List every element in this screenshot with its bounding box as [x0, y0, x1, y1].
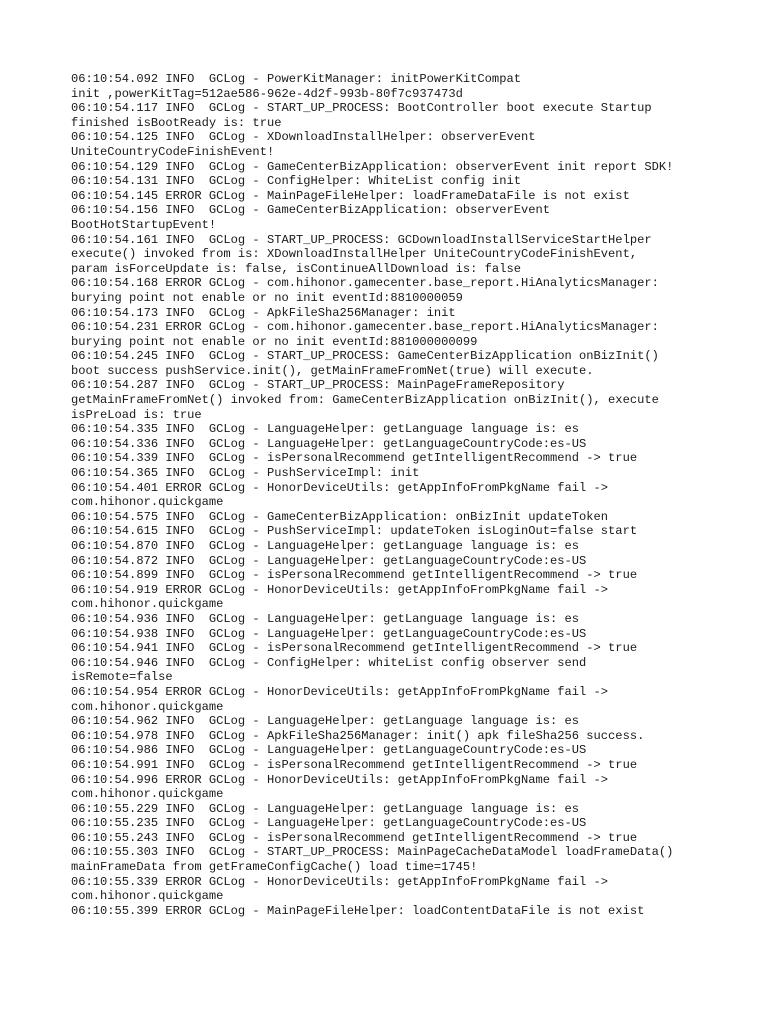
log-line: mainFrameData from getFrameConfigCache() load time=1745!: [71, 860, 478, 875]
log-line: 06:10:55.235 INFO GCLog - LanguageHelper: getLanguageCountryCode:es-US: [71, 816, 587, 831]
log-line: 06:10:55.303 INFO GCLog - START_UP_PROCESS: MainPageCacheDataModel loadFrameData(): [71, 845, 674, 860]
log-line: com.hihonor.quickgame: [71, 699, 224, 714]
log-line: boot success pushService.init(), getMainFrameFromNet(true) will execute.: [71, 363, 594, 378]
log-line: 06:10:54.996 ERROR GCLog - HonorDeviceUtils: getAppInfoFromPkgName fail ->: [71, 772, 609, 787]
log-line: 06:10:54.936 INFO GCLog - LanguageHelper: getLanguage language is: es: [71, 611, 580, 626]
log-line: 06:10:54.168 ERROR GCLog - com.hihonor.gamecenter.base_report.HiAnalyticsManager:: [71, 276, 659, 291]
log-line: execute() invoked from is: XDownloadInstallHelper UniteCountryCodeFinishEvent,: [71, 247, 638, 262]
log-line: 06:10:54.919 ERROR GCLog - HonorDeviceUtils: getAppInfoFromPkgName fail ->: [71, 582, 609, 597]
log-line: 06:10:55.229 INFO GCLog - LanguageHelper: getLanguage language is: es: [71, 801, 580, 816]
log-line: 06:10:54.986 INFO GCLog - LanguageHelper: getLanguageCountryCode:es-US: [71, 743, 587, 758]
log-line: 06:10:54.941 INFO GCLog - isPersonalRecommend getIntelligentRecommend -> true: [71, 641, 638, 656]
log-line: init ,powerKitTag=512ae586-962e-4d2f-993b-80f7c937473d: [71, 86, 463, 101]
log-line: 06:10:54.287 INFO GCLog - START_UP_PROCESS: MainPageFrameRepository: [71, 378, 565, 393]
log-line: 06:10:54.336 INFO GCLog - LanguageHelper: getLanguageCountryCode:es-US: [71, 436, 587, 451]
log-line: 06:10:55.399 ERROR GCLog - MainPageFileHelper: loadContentDataFile is not exist: [71, 903, 645, 918]
log-line: 06:10:54.899 INFO GCLog - isPersonalRecommend getIntelligentRecommend -> true: [71, 568, 638, 583]
log-line: 06:10:54.872 INFO GCLog - LanguageHelper: getLanguageCountryCode:es-US: [71, 553, 587, 568]
log-line: BootHotStartupEvent!: [71, 217, 217, 232]
log-line: 06:10:54.161 INFO GCLog - START_UP_PROCESS: GCDownloadInstallServiceStartHelper: [71, 232, 652, 247]
log-line: 06:10:54.978 INFO GCLog - ApkFileSha256Manager: init() apk fileSha256 success.: [71, 728, 645, 743]
log-line: 06:10:54.938 INFO GCLog - LanguageHelper: getLanguageCountryCode:es-US: [71, 626, 587, 641]
log-line: 06:10:54.156 INFO GCLog - GameCenterBizApplication: observerEvent: [71, 203, 550, 218]
log-line: com.hihonor.quickgame: [71, 495, 224, 510]
log-line: com.hihonor.quickgame: [71, 889, 224, 904]
log-line: 06:10:54.870 INFO GCLog - LanguageHelper: getLanguage language is: es: [71, 539, 580, 553]
log-line: 06:10:54.339 INFO GCLog - isPersonalRecommend getIntelligentRecommend -> true: [71, 451, 638, 466]
log-line: 06:10:54.954 ERROR GCLog - HonorDeviceUtils: getAppInfoFromPkgName fail ->: [71, 684, 609, 699]
log-line: 06:10:54.575 INFO GCLog - GameCenterBizApplication: onBizInit updateToken: [71, 509, 609, 524]
log-line: 06:10:54.245 INFO GCLog - START_UP_PROCESS: GameCenterBizApplication onBizInit(): [71, 349, 659, 364]
log-line: 06:10:54.991 INFO GCLog - isPersonalRecommend getIntelligentRecommend -> true: [71, 757, 638, 772]
log-line: 06:10:54.365 INFO GCLog - PushServiceImpl: init: [71, 466, 420, 481]
log-text-block: [71, 72, 761, 918]
log-line: com.hihonor.quickgame: [71, 597, 224, 612]
log-line: 06:10:54.117 INFO GCLog - START_UP_PROCESS: BootController boot execute Startup: [71, 101, 652, 116]
log-line: finished isBootReady is: true: [71, 115, 282, 130]
log-line: 06:10:54.946 INFO GCLog - ConfigHelper: whiteList config observer send: [71, 655, 587, 670]
log-line: isPreLoad is: true: [71, 407, 202, 422]
log-line: 06:10:54.401 ERROR GCLog - HonorDeviceUtils: getAppInfoFromPkgName fail ->: [71, 480, 609, 495]
log-line: 06:10:54.231 ERROR GCLog - com.hihonor.gamecenter.base_report.HiAnalyticsManager:: [71, 320, 659, 335]
log-line: com.hihonor.quickgame: [71, 787, 224, 802]
log-line: UniteCountryCodeFinishEvent!: [71, 144, 275, 159]
log-line: 06:10:55.243 INFO GCLog - isPersonalRecommend getIntelligentRecommend -> true: [71, 830, 638, 845]
log-line: 06:10:54.125 INFO GCLog - XDownloadInstallHelper: observerEvent: [71, 130, 536, 145]
log-line: getMainFrameFromNet() invoked from: GameCenterBizApplication onBizInit(), execute: [71, 393, 659, 408]
log-line: burying point not enable or no init eventId:8810000059: [71, 290, 463, 305]
log-line: 06:10:55.339 ERROR GCLog - HonorDeviceUtils: getAppInfoFromPkgName fail ->: [71, 874, 609, 889]
log-line: burying point not enable or no init eventId:881000000099: [71, 334, 478, 349]
log-line: isRemote=false: [71, 670, 173, 685]
log-line: 06:10:54.615 INFO GCLog - PushServiceImpl: updateToken isLoginOut=false start: [71, 524, 638, 539]
log-line: 06:10:54.092 INFO GCLog - PowerKitManager: initPowerKitCompat: [71, 72, 521, 86]
log-line: 06:10:54.173 INFO GCLog - ApkFileSha256Manager: init: [71, 305, 456, 320]
log-line: 06:10:54.962 INFO GCLog - LanguageHelper: getLanguage language is: es: [71, 714, 580, 729]
log-line: 06:10:54.335 INFO GCLog - LanguageHelper: getLanguage language is: es: [71, 422, 580, 437]
log-line: 06:10:54.129 INFO GCLog - GameCenterBizApplication: observerEvent init report SDK!: [71, 159, 674, 174]
log-line: 06:10:54.131 INFO GCLog - ConfigHelper: WhiteList config init: [71, 174, 521, 189]
log-line: param isForceUpdate is: false, isContinueAllDownload is: false: [71, 261, 521, 276]
log-line: 06:10:54.145 ERROR GCLog - MainPageFileHelper: loadFrameDataFile is not exist: [71, 188, 630, 203]
